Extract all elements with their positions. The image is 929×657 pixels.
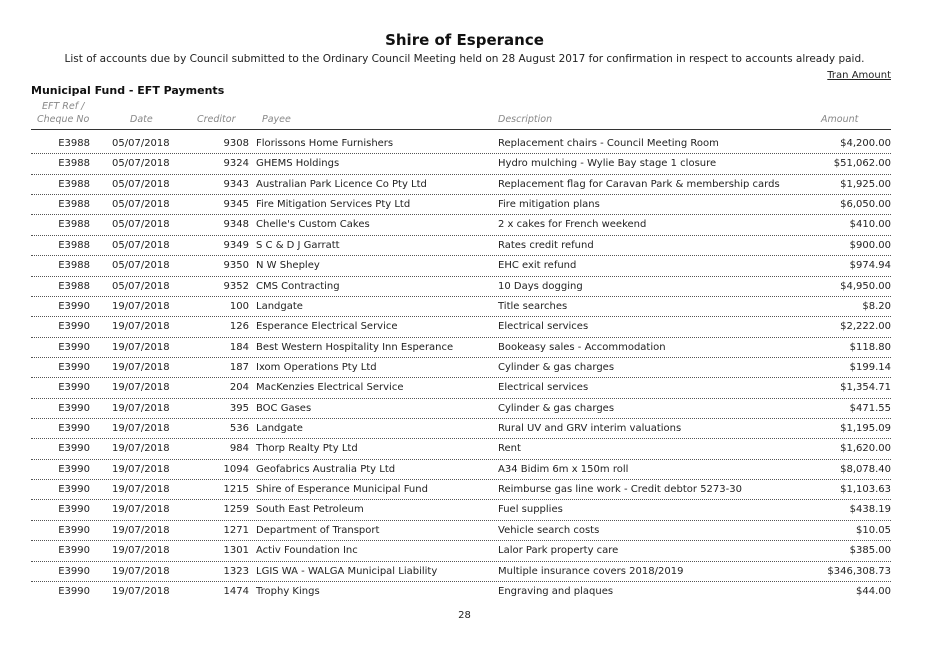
table-row	[0, 439, 929, 459]
table-row	[0, 195, 929, 215]
table-row	[0, 317, 929, 337]
table-row	[0, 236, 929, 256]
cell-description: Reimburse gas line work - Credit debtor 5273-30	[498, 484, 742, 496]
cell-amount: $4,200.00	[840, 138, 891, 149]
cell-date: 05/07/2018	[112, 138, 170, 149]
table-row	[0, 256, 929, 276]
cell-date: 19/07/2018	[112, 443, 170, 455]
cell-amount: $438.19	[849, 504, 891, 516]
cell-payee: N W Shepley	[256, 260, 320, 272]
cell-date: 05/07/2018	[112, 199, 170, 211]
cell-amount: $8.20	[862, 300, 891, 312]
table-row	[0, 277, 929, 297]
cell-date: 19/07/2018	[112, 524, 170, 536]
cell-description: 10 Days dogging	[498, 280, 583, 292]
cell-payee: GHEMS Holdings	[256, 158, 340, 170]
cell-date: 19/07/2018	[112, 423, 170, 435]
cell-creditor: 9348	[223, 219, 249, 231]
cell-creditor: 1259	[223, 504, 249, 516]
cell-date: 19/07/2018	[112, 545, 170, 557]
cell-payee: Best Western Hospitality Inn Esperance	[256, 341, 454, 353]
cell-ref: E3988	[58, 158, 90, 170]
cell-creditor: 100	[229, 300, 249, 312]
cell-description: 2 x cakes for French weekend	[498, 219, 647, 231]
cell-ref: E3990	[58, 463, 90, 475]
cell-amount: $974.94	[849, 260, 891, 272]
cell-payee: Florissons Home Furnishers	[256, 138, 394, 149]
cell-creditor: 9350	[223, 260, 249, 272]
table-row	[0, 460, 929, 480]
table-row	[0, 358, 929, 378]
cell-amount: $1,354.71	[840, 382, 891, 394]
cell-creditor: 1301	[223, 545, 249, 557]
table-row	[0, 521, 929, 541]
table-row	[0, 480, 929, 500]
cell-ref: E3990	[58, 423, 90, 435]
cell-creditor: 187	[229, 361, 249, 373]
cell-ref: E3990	[58, 504, 90, 516]
cell-ref: E3990	[58, 545, 90, 557]
cell-date: 19/07/2018	[112, 565, 170, 577]
cell-description: Replacement chairs - Council Meeting Room	[498, 138, 719, 149]
cell-ref: E3990	[58, 300, 90, 312]
cell-amount: $118.80	[849, 341, 891, 353]
table-row	[0, 154, 929, 174]
cell-amount: $1,103.63	[840, 484, 891, 496]
document-title: Shire of Esperance	[385, 31, 544, 49]
cell-amount: $385.00	[849, 545, 891, 557]
cell-date: 19/07/2018	[112, 484, 170, 496]
cell-description: Rent	[498, 443, 521, 455]
cell-date: 05/07/2018	[112, 239, 170, 251]
cell-description: Fuel supplies	[498, 504, 563, 516]
cell-description: Hydro mulching - Wylie Bay stage 1 closure	[498, 158, 717, 170]
cell-description: EHC exit refund	[498, 260, 577, 272]
cell-description: Cylinder & gas charges	[498, 402, 615, 414]
cell-payee: CMS Contracting	[256, 280, 340, 292]
cell-amount: $44.00	[856, 585, 891, 597]
cell-ref: E3990	[58, 585, 90, 597]
cell-creditor: 184	[229, 341, 249, 353]
cell-amount: $346,308.73	[827, 565, 891, 577]
cell-amount: $51,062.00	[833, 158, 891, 170]
cell-payee: Geofabrics Australia Pty Ltd	[256, 463, 396, 475]
cell-ref: E3988	[58, 178, 90, 190]
cell-ref: E3990	[58, 382, 90, 394]
header-creditor: Creditor	[197, 114, 236, 125]
cell-creditor: 9349	[223, 239, 249, 251]
tran-amount-label: Tran Amount	[827, 70, 891, 81]
cell-date: 19/07/2018	[112, 341, 170, 353]
cell-payee: BOC Gases	[256, 402, 312, 414]
cell-description: A34 Bidim 6m x 150m roll	[498, 463, 629, 475]
cell-date: 19/07/2018	[112, 402, 170, 414]
cell-date: 19/07/2018	[112, 504, 170, 516]
cell-creditor: 1474	[223, 585, 249, 597]
cell-payee: LGIS WA - WALGA Municipal Liability	[256, 565, 438, 577]
header-ref-line1: EFT Ref /	[42, 101, 85, 112]
cell-payee: Shire of Esperance Municipal Fund	[256, 484, 428, 496]
table-row	[0, 215, 929, 235]
cell-payee: S C & D J Garratt	[256, 239, 340, 251]
cell-ref: E3990	[58, 402, 90, 414]
cell-creditor: 1094	[223, 463, 249, 475]
cell-date: 19/07/2018	[112, 300, 170, 312]
cell-payee: Department of Transport	[256, 524, 380, 536]
table-row	[0, 500, 929, 520]
cell-creditor: 9345	[223, 199, 249, 211]
table-row	[0, 297, 929, 317]
cell-creditor: 536	[229, 423, 249, 435]
header-payee: Payee	[262, 114, 291, 125]
cell-date: 19/07/2018	[112, 463, 170, 475]
cell-payee: MacKenzies Electrical Service	[256, 382, 404, 394]
cell-creditor: 9352	[223, 280, 249, 292]
header-description: Description	[498, 114, 553, 125]
cell-amount: $900.00	[849, 239, 891, 251]
cell-date: 05/07/2018	[112, 158, 170, 170]
cell-date: 05/07/2018	[112, 260, 170, 272]
cell-ref: E3988	[58, 280, 90, 292]
cell-creditor: 1215	[223, 484, 249, 496]
cell-creditor: 1271	[223, 524, 249, 536]
cell-amount: $1,925.00	[840, 178, 891, 190]
cell-amount: $471.55	[849, 402, 891, 414]
cell-payee: Fire Mitigation Services Pty Ltd	[256, 199, 411, 211]
cell-amount: $10.05	[856, 524, 891, 536]
cell-ref: E3990	[58, 321, 90, 333]
header-ref-line2: Cheque No	[37, 114, 90, 125]
cell-description: Rural UV and GRV interim valuations	[498, 423, 682, 435]
table-row	[0, 399, 929, 419]
cell-creditor: 9308	[223, 138, 249, 149]
cell-ref: E3988	[58, 239, 90, 251]
cell-ref: E3990	[58, 341, 90, 353]
cell-amount: $8,078.40	[840, 463, 891, 475]
cell-ref: E3990	[58, 484, 90, 496]
cell-amount: $2,222.00	[840, 321, 891, 333]
cell-amount: $410.00	[849, 219, 891, 231]
cell-amount: $1,620.00	[840, 443, 891, 455]
table-row	[0, 582, 929, 602]
document-subtitle: List of accounts due by Council submitted to the Ordinary Council Meeting held on 28 August 2017 for confirmation in respect to accounts already paid.	[64, 53, 865, 65]
cell-creditor: 1323	[223, 565, 249, 577]
table-row	[0, 541, 929, 561]
cell-date: 05/07/2018	[112, 280, 170, 292]
cell-creditor: 984	[229, 443, 249, 455]
cell-ref: E3990	[58, 443, 90, 455]
cell-creditor: 126	[229, 321, 249, 333]
cell-description: Vehicle search costs	[498, 524, 600, 536]
cell-description: Engraving and plaques	[498, 585, 614, 597]
cell-date: 05/07/2018	[112, 178, 170, 190]
cell-amount: $1,195.09	[840, 423, 891, 435]
header-date: Date	[130, 114, 153, 125]
table-row	[0, 175, 929, 195]
cell-amount: $4,950.00	[840, 280, 891, 292]
table-row	[0, 134, 929, 154]
cell-ref: E3988	[58, 138, 90, 149]
header-rule	[31, 129, 891, 130]
cell-ref: E3988	[58, 219, 90, 231]
cell-creditor: 204	[229, 382, 249, 394]
cell-payee: Landgate	[256, 423, 303, 435]
table-row	[0, 378, 929, 398]
cell-payee: South East Petroleum	[256, 504, 364, 516]
cell-ref: E3988	[58, 199, 90, 211]
cell-payee: Activ Foundation Inc	[256, 545, 358, 557]
cell-payee: Australian Park Licence Co Pty Ltd	[256, 178, 427, 190]
cell-ref: E3988	[58, 260, 90, 272]
payments-table	[0, 134, 929, 602]
cell-amount: $199.14	[849, 361, 891, 373]
cell-date: 19/07/2018	[112, 585, 170, 597]
cell-ref: E3990	[58, 524, 90, 536]
cell-amount: $6,050.00	[840, 199, 891, 211]
cell-date: 19/07/2018	[112, 382, 170, 394]
table-row	[0, 338, 929, 358]
header-amount: Amount	[821, 114, 859, 125]
cell-description: Rates credit refund	[498, 239, 594, 251]
cell-description: Cylinder & gas charges	[498, 361, 615, 373]
cell-description: Bookeasy sales - Accommodation	[498, 341, 666, 353]
cell-date: 19/07/2018	[112, 361, 170, 373]
cell-description: Electrical services	[498, 382, 589, 394]
cell-payee: Thorp Realty Pty Ltd	[256, 443, 358, 455]
cell-description: Replacement flag for Caravan Park & membership cards	[498, 178, 780, 190]
cell-creditor: 395	[229, 402, 249, 414]
cell-payee: Esperance Electrical Service	[256, 321, 398, 333]
cell-description: Lalor Park property care	[498, 545, 619, 557]
table-row	[0, 562, 929, 582]
cell-description: Electrical services	[498, 321, 589, 333]
cell-ref: E3990	[58, 361, 90, 373]
cell-ref: E3990	[58, 565, 90, 577]
section-title: Municipal Fund - EFT Payments	[31, 84, 225, 97]
cell-payee: Trophy Kings	[256, 585, 320, 597]
cell-description: Multiple insurance covers 2018/2019	[498, 565, 684, 577]
table-row	[0, 419, 929, 439]
page-number: 28	[458, 610, 471, 621]
cell-payee: Chelle's Custom Cakes	[256, 219, 370, 231]
cell-description: Title searches	[498, 300, 568, 312]
cell-date: 19/07/2018	[112, 321, 170, 333]
cell-payee: Landgate	[256, 300, 303, 312]
cell-creditor: 9343	[223, 178, 249, 190]
cell-date: 05/07/2018	[112, 219, 170, 231]
cell-payee: Ixom Operations Pty Ltd	[256, 361, 377, 373]
cell-creditor: 9324	[223, 158, 249, 170]
cell-description: Fire mitigation plans	[498, 199, 600, 211]
